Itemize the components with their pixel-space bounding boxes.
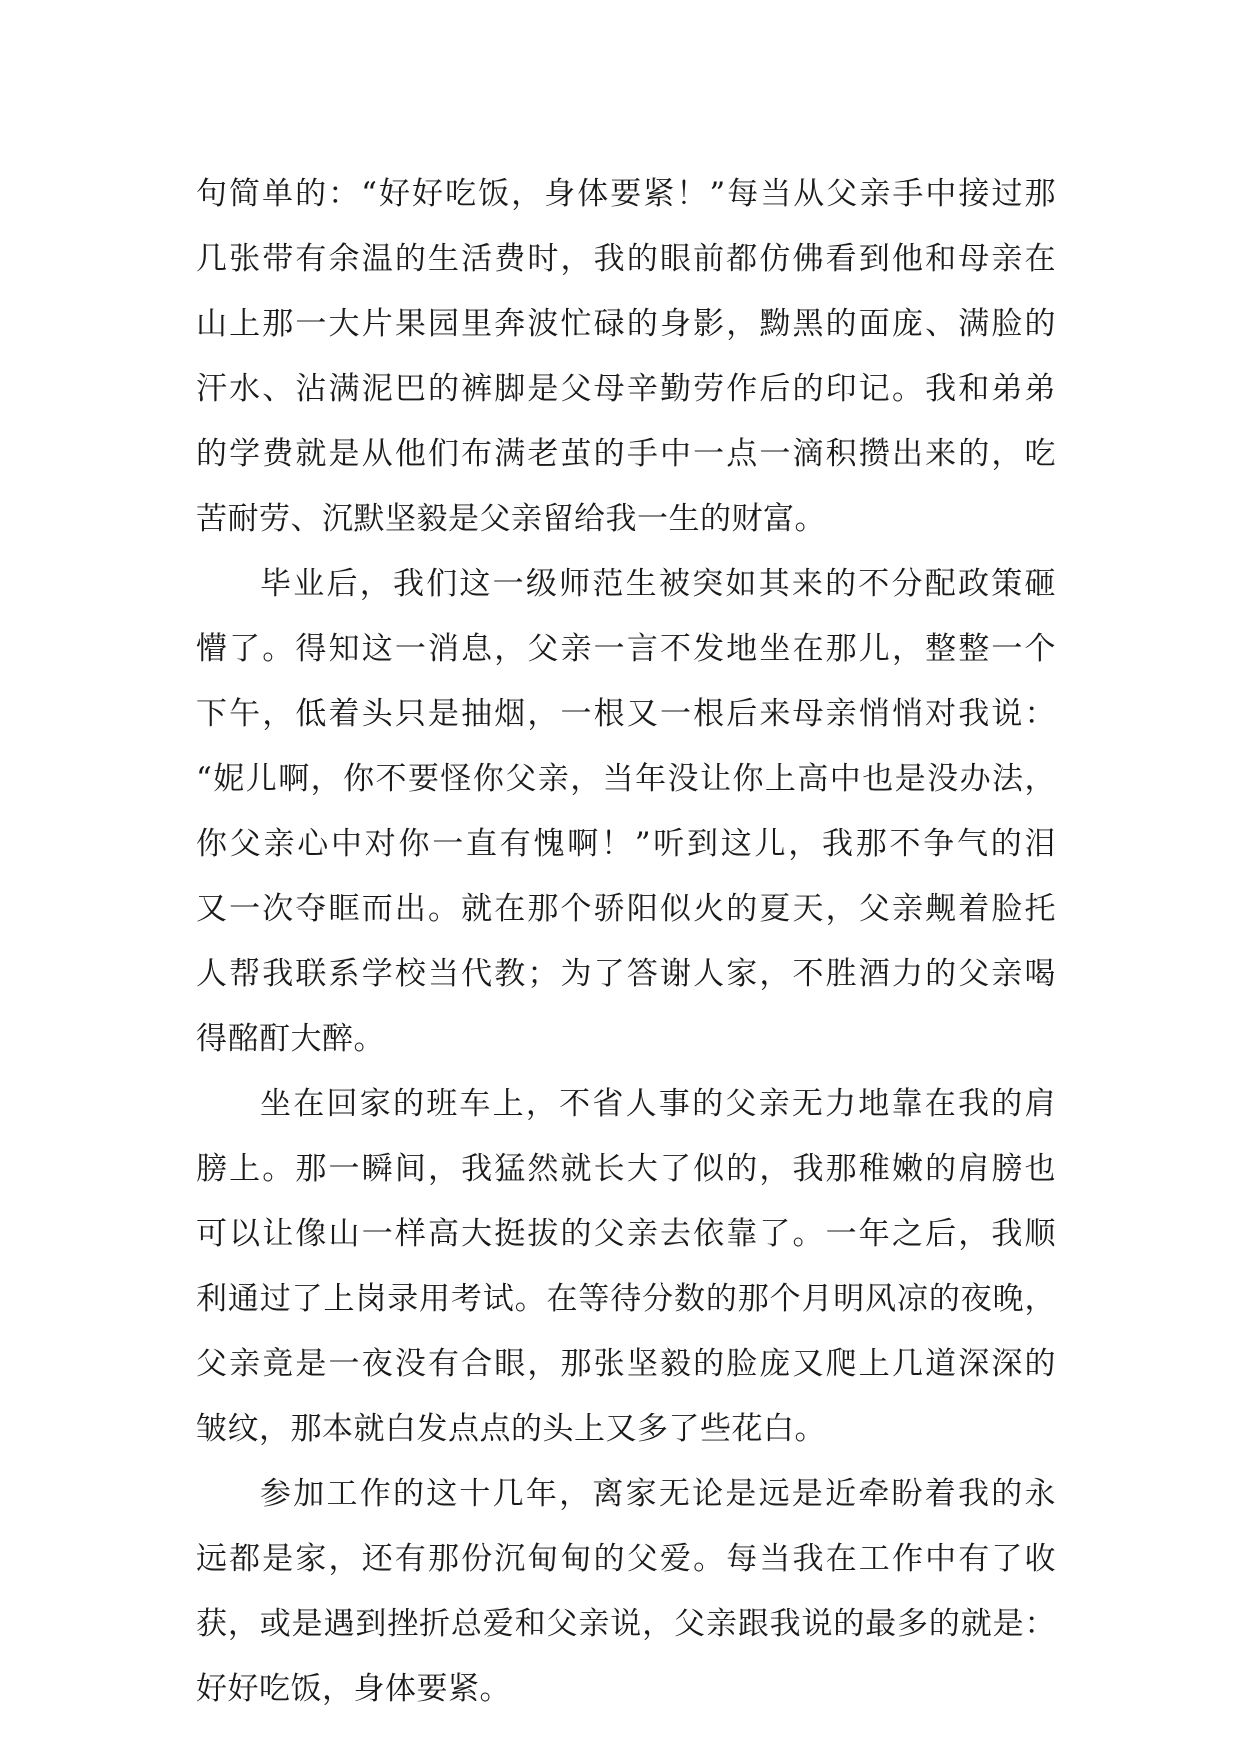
- text-line: 可以让像山一样高大挺拔的父亲去依靠了。一年之后，我顺: [196, 1216, 1056, 1252]
- text-line: 又一次夺眶而出。就在那个骄阳似火的夏天，父亲觍着脸托: [196, 891, 1056, 927]
- text-line: 懵了。得知这一消息，父亲一言不发地坐在那儿，整整一个: [196, 631, 1056, 667]
- text-line: 毕业后，我们这一级师范生被突如其来的不分配政策砸: [260, 566, 1056, 602]
- text-line: “妮儿啊，你不要怪你父亲，当年没让你上高中也是没办法，: [196, 761, 1056, 797]
- text-line: 获，或是遇到挫折总爱和父亲说，父亲跟我说的最多的就是：: [196, 1606, 1056, 1642]
- text-line: 人帮我联系学校当代教；为了答谢人家，不胜酒力的父亲喝: [196, 956, 1056, 992]
- text-line: 父亲竟是一夜没有合眼，那张坚毅的脸庞又爬上几道深深的: [196, 1346, 1056, 1382]
- text-line: 得酩酊大醉。: [196, 1021, 385, 1057]
- text-line: 皱纹，那本就白发点点的头上又多了些花白。: [196, 1411, 826, 1447]
- text-line: 下午，低着头只是抽烟，一根又一根后来母亲悄悄对我说：: [196, 696, 1056, 732]
- paragraph: [196, 1462, 1056, 1722]
- text-line: 好好吃饭，身体要紧。: [196, 1671, 511, 1707]
- text-line: 膀上。那一瞬间，我猛然就长大了似的，我那稚嫩的肩膀也: [196, 1151, 1056, 1187]
- text-line: 的学费就是从他们布满老茧的手中一点一滴积攒出来的，吃: [196, 436, 1056, 472]
- text-line: 远都是家，还有那份沉甸甸的父爱。每当我在工作中有了收: [196, 1541, 1056, 1577]
- text-line: 你父亲心中对你一直有愧啊！”听到这儿，我那不争气的泪: [196, 826, 1056, 862]
- text-line: 汗水、沾满泥巴的裤脚是父母辛勤劳作后的印记。我和弟弟: [196, 371, 1056, 407]
- body-text: [196, 162, 1056, 1722]
- text-line: 苦耐劳、沉默坚毅是父亲留给我一生的财富。: [196, 501, 826, 537]
- text-line: 利通过了上岗录用考试。在等待分数的那个月明风凉的夜晚，: [196, 1281, 1056, 1317]
- paragraph: [196, 162, 1056, 552]
- paragraph: [196, 1072, 1056, 1462]
- text-line: 坐在回家的班车上，不省人事的父亲无力地靠在我的肩: [260, 1086, 1056, 1122]
- paragraph: [196, 552, 1056, 1072]
- text-line: 山上那一大片果园里奔波忙碌的身影，黝黑的面庞、满脸的: [196, 306, 1056, 342]
- text-line: 几张带有余温的生活费时，我的眼前都仿佛看到他和母亲在: [196, 241, 1056, 277]
- text-line: 句简单的：“好好吃饭，身体要紧！”每当从父亲手中接过那: [196, 176, 1056, 212]
- text-line: 参加工作的这十几年，离家无论是远是近牵盼着我的永: [260, 1476, 1056, 1512]
